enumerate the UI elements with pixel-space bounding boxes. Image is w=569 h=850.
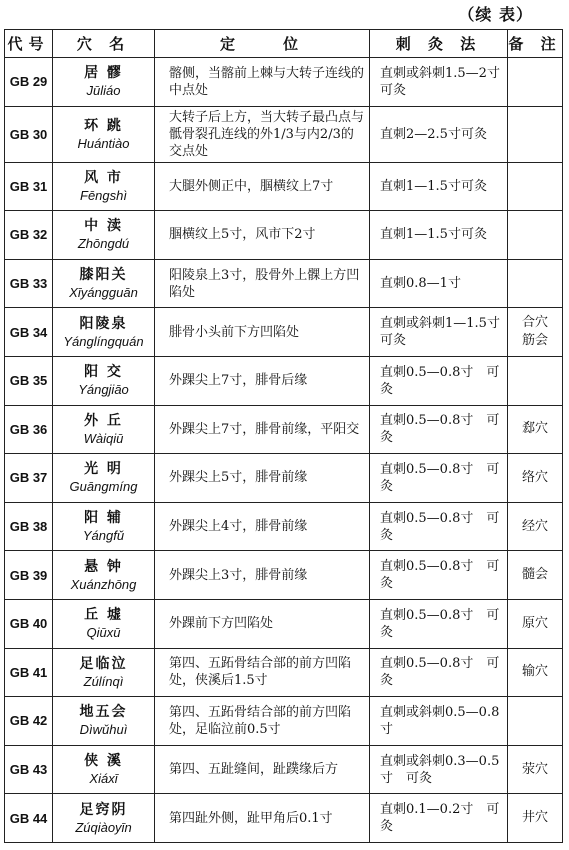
point-code: GB 31 — [5, 162, 53, 211]
point-location: 第四、五跖骨结合部的前方凹陷处，侠溪后1.5寸 — [155, 648, 370, 697]
point-note — [508, 697, 563, 746]
table-row — [5, 106, 563, 162]
point-code: GB 40 — [5, 599, 53, 648]
point-pinyin: Yángfǔ — [82, 528, 125, 544]
header-notes: 备 注 — [508, 30, 563, 58]
point-name: 足临泣 — [79, 655, 128, 672]
point-code: GB 29 — [5, 58, 53, 107]
continued-label: （续 表） — [458, 5, 533, 24]
point-pinyin: Xuánzhōng — [70, 576, 137, 592]
point-note — [508, 259, 563, 308]
point-name-cell — [53, 211, 155, 260]
point-name: 中 渎 — [84, 218, 123, 235]
point-name-cell — [53, 162, 155, 211]
table-row — [5, 648, 563, 697]
point-name: 地五会 — [79, 704, 128, 721]
point-name-cell — [53, 599, 155, 648]
point-location: 外踝尖上4寸，腓骨前缘 — [155, 502, 370, 551]
point-location: 外踝尖上7寸，腓骨前缘，平阳交 — [155, 405, 370, 454]
point-name-cell — [53, 308, 155, 357]
point-pinyin: Zhōngdú — [77, 236, 130, 252]
point-note — [508, 162, 563, 211]
point-name: 丘 墟 — [84, 607, 123, 624]
point-name: 光 明 — [84, 461, 123, 478]
point-code: GB 35 — [5, 356, 53, 405]
table-row — [5, 502, 563, 551]
point-code: GB 33 — [5, 259, 53, 308]
point-note: 原穴 — [508, 599, 563, 648]
point-name-cell — [53, 259, 155, 308]
point-location: 外踝尖上3寸，腓骨前缘 — [155, 551, 370, 600]
point-pinyin: Qiūxū — [86, 625, 121, 641]
point-location: 髂侧，当髂前上棘与大转子连线的中点处 — [155, 58, 370, 107]
table-row — [5, 454, 563, 503]
point-location: 外踝尖上5寸，腓骨前缘 — [155, 454, 370, 503]
point-name: 阳陵泉 — [79, 315, 128, 332]
point-name: 居 髎 — [84, 65, 123, 82]
point-method: 直刺0.5—0.8寸 可灸 — [370, 356, 508, 405]
point-code: GB 44 — [5, 794, 53, 843]
table-row — [5, 599, 563, 648]
point-note — [508, 106, 563, 162]
point-name-cell — [53, 502, 155, 551]
point-pinyin: Jūliáo — [86, 83, 121, 99]
point-name: 侠 溪 — [84, 753, 123, 770]
point-name-cell — [53, 551, 155, 600]
point-pinyin: Fēngshì — [80, 187, 127, 203]
point-name: 环 跳 — [84, 117, 123, 134]
point-method: 直刺0.5—0.8寸 可灸 — [370, 405, 508, 454]
header-method: 刺 灸 法 — [370, 30, 508, 58]
point-name: 外 丘 — [84, 412, 123, 429]
point-pinyin: Guāngmíng — [69, 479, 138, 495]
header-location: 定 位 — [155, 30, 370, 58]
point-code: GB 36 — [5, 405, 53, 454]
point-name-cell — [53, 794, 155, 843]
point-method: 直刺0.5—0.8寸 可灸 — [370, 599, 508, 648]
point-note: 荥穴 — [508, 745, 563, 794]
point-method: 直刺0.5—0.8寸 可灸 — [370, 551, 508, 600]
point-name: 风 市 — [84, 169, 123, 186]
point-note: 经穴 — [508, 502, 563, 551]
point-code: GB 39 — [5, 551, 53, 600]
point-pinyin: Wàiqiū — [83, 430, 124, 446]
point-location: 腓骨小头前下方凹陷处 — [155, 308, 370, 357]
point-method: 直刺1—1.5寸可灸 — [370, 211, 508, 260]
point-note: 络穴 — [508, 454, 563, 503]
point-name-cell — [53, 356, 155, 405]
point-name: 膝阳关 — [79, 267, 128, 284]
point-name-cell — [53, 454, 155, 503]
table-row — [5, 356, 563, 405]
point-note: 输穴 — [508, 648, 563, 697]
table-row — [5, 551, 563, 600]
table-row — [5, 745, 563, 794]
point-note: 髓会 — [508, 551, 563, 600]
point-location: 大转子后上方，当大转子最凸点与骶骨裂孔连线的外1/3与内2/3的交点处 — [155, 106, 370, 162]
point-name: 阳 交 — [84, 364, 123, 381]
point-note — [508, 211, 563, 260]
table-row — [5, 211, 563, 260]
point-code: GB 37 — [5, 454, 53, 503]
point-name: 阳 辅 — [84, 510, 123, 527]
point-method: 直刺或斜刺1.5—2寸 可灸 — [370, 58, 508, 107]
point-location: 第四趾外侧，趾甲角后0.1寸 — [155, 794, 370, 843]
point-location: 阳陵泉上3寸，股骨外上髁上方凹陷处 — [155, 259, 370, 308]
point-pinyin: Xīyángguān — [69, 285, 138, 301]
point-pinyin: Xiáxī — [89, 771, 118, 787]
point-method: 直刺2—2.5寸可灸 — [370, 106, 508, 162]
point-method: 直刺或斜刺0.5—0.8寸 — [370, 697, 508, 746]
point-name: 悬 钟 — [84, 558, 123, 575]
point-note: 井穴 — [508, 794, 563, 843]
point-location: 外踝前下方凹陷处 — [155, 599, 370, 648]
point-location: 大腿外侧正中，腘横纹上7寸 — [155, 162, 370, 211]
point-pinyin: Yángjiāo — [78, 382, 129, 398]
point-pinyin: Dìwǔhuì — [79, 722, 128, 738]
point-method: 直刺1—1.5寸可灸 — [370, 162, 508, 211]
header-code: 代号 — [5, 30, 53, 58]
table-row — [5, 259, 563, 308]
point-pinyin: Yánglíngquán — [63, 333, 144, 349]
table-row — [5, 162, 563, 211]
point-pinyin: Zúqiàoyīn — [75, 819, 132, 835]
point-name-cell — [53, 106, 155, 162]
point-location: 外踝尖上7寸，腓骨后缘 — [155, 356, 370, 405]
point-note: 郄穴 — [508, 405, 563, 454]
point-name-cell — [53, 58, 155, 107]
point-method: 直刺0.5—0.8寸 可灸 — [370, 648, 508, 697]
point-method: 直刺0.1—0.2寸 可灸 — [370, 794, 508, 843]
table-row — [5, 308, 563, 357]
point-name: 足窍阴 — [79, 801, 128, 818]
table-row — [5, 405, 563, 454]
point-method: 直刺或斜刺1—1.5寸 可灸 — [370, 308, 508, 357]
point-code: GB 30 — [5, 106, 53, 162]
point-note — [508, 356, 563, 405]
point-note: 合穴 筋会 — [508, 308, 563, 357]
table-header-row — [5, 30, 563, 58]
point-method: 直刺0.5—0.8寸 可灸 — [370, 502, 508, 551]
point-code: GB 42 — [5, 697, 53, 746]
point-code: GB 34 — [5, 308, 53, 357]
header-point-name: 穴 名 — [53, 30, 155, 58]
point-location: 腘横纹上5寸，风市下2寸 — [155, 211, 370, 260]
point-method: 直刺或斜刺0.3—0.5寸 可灸 — [370, 745, 508, 794]
point-location: 第四、五跖骨结合部的前方凹陷处，足临泣前0.5寸 — [155, 697, 370, 746]
point-name-cell — [53, 648, 155, 697]
table-row — [5, 697, 563, 746]
acupoint-table — [4, 29, 563, 843]
point-code: GB 32 — [5, 211, 53, 260]
point-code: GB 38 — [5, 502, 53, 551]
point-pinyin: Zúlínqì — [83, 673, 124, 689]
point-method: 直刺0.8—1寸 — [370, 259, 508, 308]
point-name-cell — [53, 405, 155, 454]
table-row — [5, 794, 563, 843]
point-note — [508, 58, 563, 107]
point-code: GB 41 — [5, 648, 53, 697]
point-pinyin: Huántiào — [77, 135, 130, 151]
point-location: 第四、五趾缝间，趾蹼缘后方 — [155, 745, 370, 794]
table-row — [5, 58, 563, 107]
point-code: GB 43 — [5, 745, 53, 794]
point-name-cell — [53, 697, 155, 746]
point-name-cell — [53, 745, 155, 794]
point-method: 直刺0.5—0.8寸 可灸 — [370, 454, 508, 503]
